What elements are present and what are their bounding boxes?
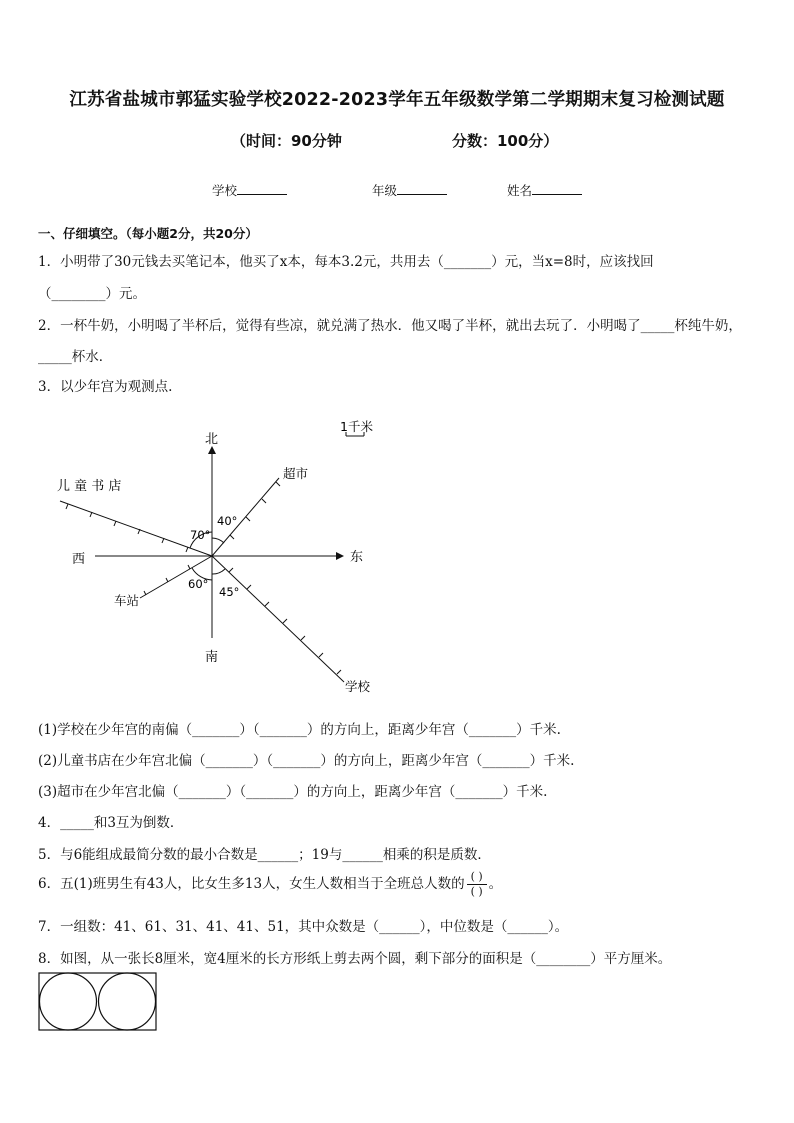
label-angle-60: 60° [188, 577, 209, 591]
left-circle [40, 973, 97, 1030]
question-6-fraction[interactable] [467, 870, 487, 899]
question-6-text: 6．五(1)班男生有43人，比女生多13人，女生人数相当于全班总人数的 [38, 876, 465, 892]
question-4: 4．_____和3互为倒数． [38, 815, 184, 831]
label-school: 学校 [345, 679, 371, 694]
school-field[interactable] [212, 181, 287, 199]
exam-title: 江苏省盐城市郭猛实验学校2022-2023学年五年级数学第二学期期末复习检测试题 [69, 90, 725, 110]
question-3-sub-2: (2)儿童书店在少年宫北偏（_______）（_______）的方向上，距离少年宫（_______）千米. [38, 753, 575, 769]
label-angle-45: 45° [219, 585, 240, 599]
question-5: 5．与6能组成最简分数的最小合数是______；19与______相乘的积是质数． [38, 847, 491, 863]
arc-45 [212, 569, 225, 574]
label-supermarket: 超市 [283, 466, 309, 481]
section-title: 一、仔细填空。（每小题2分，共20分） [38, 226, 258, 241]
question-2-line-2: _____杯水． [38, 349, 113, 365]
fraction-numerator: ( ) [467, 870, 487, 885]
grade-label: 年级 [372, 183, 398, 198]
paper-rectangle [39, 973, 156, 1030]
label-scale: 1千米 [340, 419, 373, 434]
question-1-line-1: 1．小明带了30元钱去买笔记本，他买了x本，每本3.2元，共用去（_______）元，当x=8时，应该找回 [38, 254, 654, 270]
arc-40 [212, 538, 224, 543]
label-angle-40: 40° [217, 514, 238, 528]
question-7: 7．一组数：41、61、31、41、41、51，其中众数是（______），中位数是（______）。 [38, 919, 569, 935]
label-bookstore: 儿 童 书 店 [57, 479, 122, 494]
exam-time: （时间：90分钟 [231, 132, 342, 150]
label-south: 南 [205, 650, 219, 665]
question-8: 8．如图，从一张长8厘米，宽4厘米的长方形纸上剪去两个圆，剩下部分的面积是（________）平方厘米。 [38, 951, 672, 967]
question-6-end: 。 [488, 876, 503, 892]
direction-diagram [0, 400, 794, 700]
question-3-sub-1: (1)学校在少年宫的南偏（_______）（_______）的方向上，距离少年宫（_______）千米. [38, 722, 561, 738]
ray-school [212, 556, 344, 682]
grade-blank[interactable] [397, 194, 447, 195]
label-station: 车站 [114, 593, 140, 608]
question-1-line-2: （________）元。 [38, 286, 146, 302]
label-east: 东 [350, 550, 364, 565]
question-2-line-1: 2．一杯牛奶，小明喝了半杯后，觉得有些凉，就兑满了热水．他又喝了半杯，就出去玩了．小明喝了_____杯纯牛奶， [38, 318, 742, 334]
question-6 [38, 870, 502, 899]
fraction-denominator: ( ) [470, 885, 483, 898]
name-label: 姓名 [507, 183, 533, 198]
school-label: 学校 [212, 183, 238, 198]
school-blank[interactable] [237, 194, 287, 195]
rectangle-circles-figure [38, 972, 158, 1032]
question-3-intro: 3．以少年宫为观测点. [38, 379, 173, 395]
name-blank[interactable] [532, 194, 582, 195]
name-field[interactable] [507, 181, 582, 199]
label-north: 北 [205, 432, 219, 447]
label-angle-70: 70° [190, 528, 211, 542]
right-circle [99, 973, 156, 1030]
question-3-sub-3: (3)超市在少年宫北偏（_______）（_______）的方向上，距离少年宫（_______）千米. [38, 784, 548, 800]
grade-field[interactable] [372, 181, 447, 199]
label-west: 西 [72, 552, 86, 567]
exam-score: 分数：100分） [452, 132, 559, 150]
